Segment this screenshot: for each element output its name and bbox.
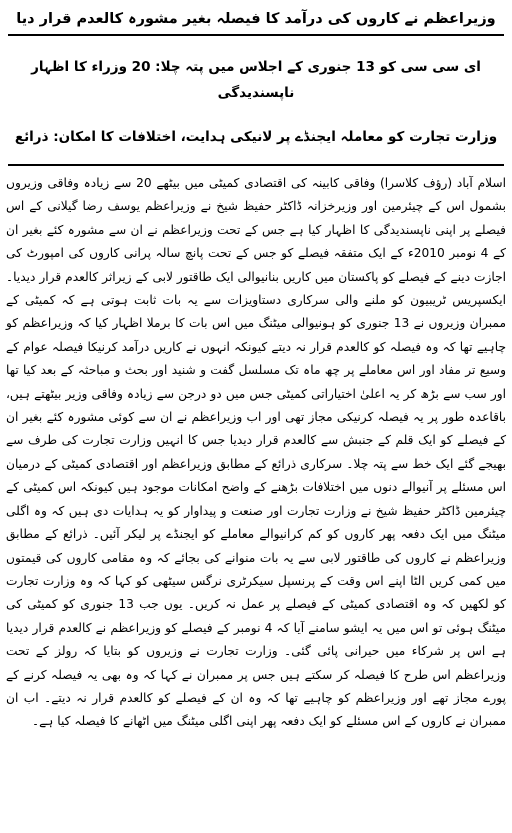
subheadline-commerce: وزارت تجارت کو معاملہ ایجنڈے پر لانیکی ہدایت، اختلافات کا امکان: ذرائع (14, 129, 498, 145)
subheadline-ecc: ای سی سی کو 13 جنوری کے اجلاس میں پتہ چلا: 20 وزراء کا اظہار ناپسندیدگی (31, 59, 481, 101)
article-body: اسلام آباد (رؤف کلاسرا) وفاقی کابینہ کی اقتصادی کمیٹی میں بیٹھے 20 سے زیادہ وفاقی وزیروں بشمول اس کے چیئرمین اور وزیرخزانہ ڈاکٹر حفیظ شیخ نے وزیراعظم یوسف رضا گیلانی کے اس فیصلے پر اپنی ناپسندیدگی کا اظہار کیا ہے جس کے تحت وزیراعظم نے ان سے مشورہ کئے بغیر ان کے 4 نومبر 2010ء کے ایک متفقہ فیصلے کو جس کے تحت پانچ سالہ پرانی کاروں کی امپورٹ کی اجازت دینے کے فیصلے کو پاکستان میں کاریں بنانیوالی ایک طاقتور لابی کے زیراثر کالعدم قرار دیدیا۔ ایکسپریس ٹریبیون کو ملنے والی سرکاری دستاویزات سے یہ بات ثابت ہوتی ہے کہ کمیٹی کے ممبران وزیروں نے 13 جنوری کو ہونیوالی میٹنگ میں اس بات کا برملا اظہار کیا کہ وزیراعظم کو چاہیے تھا کہ وہ فیصلہ کو کالعدم قرار نہ دیتے کیونکہ انہوں نے کاریں درآمد کرنیکا فیصلہ عوام کے وسیع تر مفاد اور اس معاملے پر چھ ماہ تک مسلسل گفت و شنید اور بحث و مباحثہ کے بعد کیا تھا اور سب سے بڑھ کر یہ اعلیٰ اختیاراتی کمیٹی جس میں دو درجن سے زیادہ وفاقی وزیر بیٹھتے ہیں، باقاعدہ طور پر یہ فیصلہ کرنیکی مجاز تھی اور اب وزیراعظم نے ان سے کوئی مشورہ کئے بغیر ان کے فیصلے کو ایک قلم کے جنبش سے کالعدم قرار دیدیا جس کا انہیں وزارت تجارت کی طرف سے بھیجے گئے ایک خط سے پتہ چلا۔ سرکاری ذرائع کے مطابق وزیراعظم اور اقتصادی کمیٹی کے درمیان اس مسئلے پر آنیوالے دنوں میں اختلافات بڑھنے کے واضح امکانات موجود ہیں کیونکہ اس کمیٹی کے چیئرمین ڈاکٹر حفیظ شیخ نے وزارت تجارت اور صنعت و پیداوار کو یہ ہدایات دی ہیں کہ وہ اگلی میٹنگ میں ایک دفعہ پھر کاروں کو کم کرانیوالے معاملے کو ایجنڈے پر لیکر آئیں۔ ذرائع کے مطابق وزیراعظم نے کاروں کی طاقتور لابی سے یہ بات منوانے کی بجائے کہ وہ مقامی کاروں کی قیمتوں میں کمی کریں الٹا اپنے اس وقت کے پرنسپل سیکرٹری نرگس سیٹھی کو کہا کہ وہ وزارت تجارت کو لکھیں کہ وہ اقتصادی کمیٹی کے فیصلے پر عمل نہ کریں۔ یوں جب 13 جنوری کو کمیٹی کی میٹنگ ہوئی تو اس میں یہ ایشو سامنے آیا کہ 4 نومبر کے فیصلے کو وزیراعظم نے کالعدم قرار دیدیا ہے اس پر شرکاء میں حیرانی پائی گئی۔ وزارت تجارت نے وزیروں کو بتایا کہ رولز کے تحت وزیراعظم اس طرح کا فیصلہ کر سکتے ہیں جس پر ممبران نے کہا کہ وہ بھی یہ فیصلہ کرنے کے پورے مجاز تھے اور وزیراعظم کو چاہیے تھا کہ وہ ان کے فیصلے کو کالعدم قرار نہ دیتے۔ اب ان ممبران نے کاروں کے اس مسئلے کو ایک دفعہ پھر اپنی اگلی میٹنگ میں اٹھانے کا فیصلہ کیا ہے۔ (6, 176, 506, 729)
main-headline: وزیراعظم نے کاروں کی درآمد کا فیصلہ بغیر مشورہ کالعدم قرار دیا (16, 11, 496, 27)
divider-bottom (8, 164, 504, 166)
